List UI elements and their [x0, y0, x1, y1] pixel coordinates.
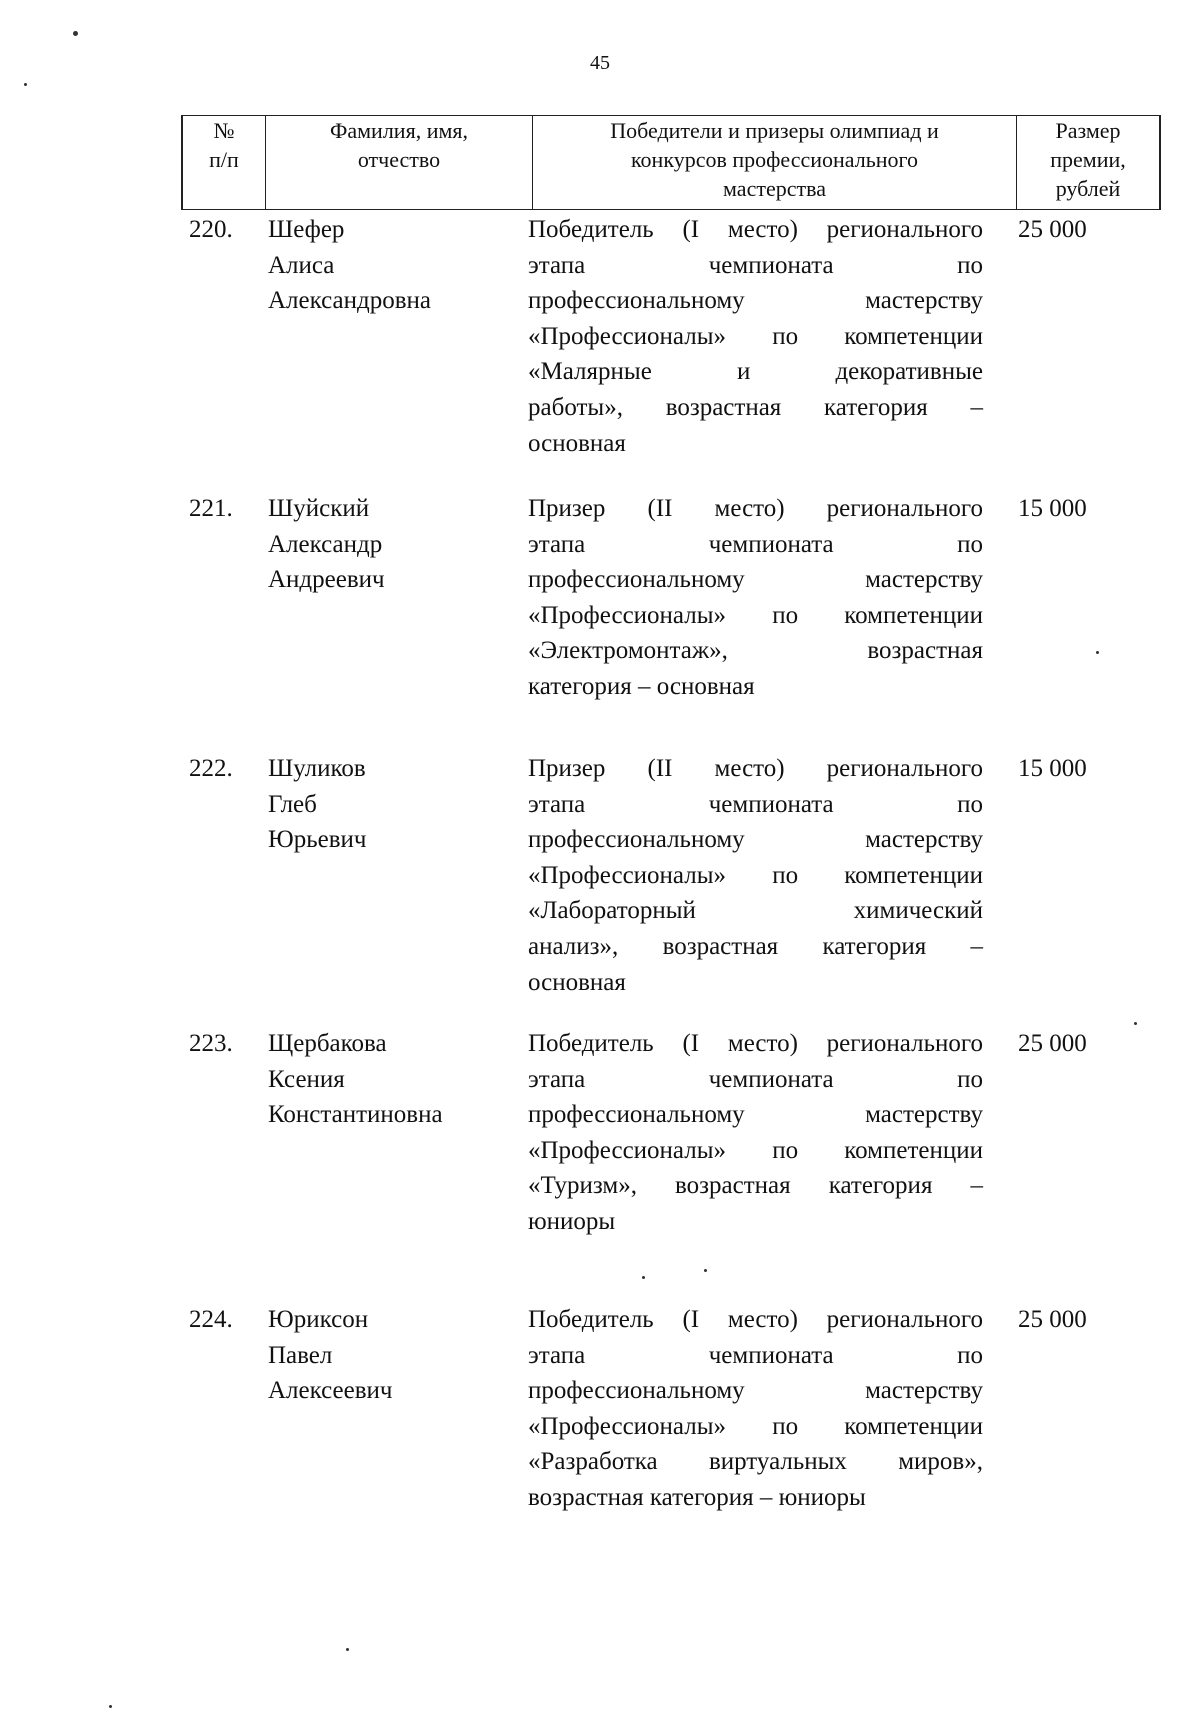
- scan-speck: [1134, 1022, 1137, 1025]
- scan-speck: [24, 83, 27, 86]
- header-name-cell: [266, 116, 533, 210]
- surname: Щербакова: [268, 1030, 387, 1057]
- prize-amount: 25 000: [1018, 1306, 1087, 1333]
- header-prize-line: премии,: [1050, 147, 1126, 172]
- header-description-line: мастерства: [723, 176, 826, 201]
- description-line: «Малярные и декоративные: [528, 358, 983, 386]
- award-description: [528, 1302, 983, 1516]
- row-number: 220.: [189, 216, 233, 243]
- surname: Шуйский: [268, 495, 370, 522]
- description-line: этапа чемпионата по: [528, 790, 983, 818]
- description-line: юниоры: [528, 1207, 616, 1235]
- description-line: Победитель (I место) регионального: [528, 1306, 983, 1333]
- recipient-name: [268, 1302, 518, 1409]
- header-num-cell: [182, 116, 266, 210]
- description-line: Победитель (I место) регионального: [528, 1030, 983, 1057]
- first-name: Алиса: [268, 251, 335, 279]
- scan-speck: [704, 1269, 707, 1272]
- row-number: 223.: [189, 1030, 233, 1057]
- description-line: «Разработка виртуальных миров»,: [528, 1448, 983, 1476]
- scan-speck: [109, 1705, 112, 1708]
- recipient-name: [268, 1026, 518, 1133]
- patronymic: Андреевич: [268, 566, 385, 594]
- row-number: 221.: [189, 495, 233, 522]
- header-row: [182, 116, 1160, 210]
- patronymic: Константиновна: [268, 1101, 443, 1129]
- award-description: [528, 1026, 983, 1240]
- header-description-cell: [533, 116, 1017, 210]
- description-line: Победитель (I место) регионального: [528, 216, 983, 243]
- description-line: «Профессионалы» по компетенции: [528, 861, 983, 889]
- description-line: этапа чемпионата по: [528, 1341, 983, 1369]
- description-line: категория – основная: [528, 672, 755, 700]
- description-line: профессиональному мастерству: [528, 1377, 983, 1405]
- row-number: 224.: [189, 1306, 233, 1333]
- first-name: Павел: [268, 1341, 333, 1369]
- description-line: «Туризм», возрастная категория –: [528, 1172, 983, 1200]
- description-line: «Профессионалы» по компетенции: [528, 1412, 983, 1440]
- description-line: «Электромонтаж», возрастная: [528, 637, 983, 665]
- description-line: «Профессионалы» по компетенции: [528, 322, 983, 350]
- first-name: Ксения: [268, 1065, 345, 1093]
- award-description: [528, 751, 983, 1000]
- description-line: работы», возрастная категория –: [528, 393, 983, 421]
- scan-speck: [346, 1648, 349, 1651]
- header-prize-line: Размер: [1055, 118, 1121, 143]
- header-prize-line: рублей: [1055, 176, 1121, 201]
- description-line: основная: [528, 968, 626, 996]
- scan-speck: [1096, 651, 1099, 654]
- recipient-name: [268, 212, 518, 319]
- description-line: профессиональному мастерству: [528, 566, 983, 594]
- prize-amount: 15 000: [1018, 755, 1087, 782]
- description-line: Призер (II место) регионального: [528, 495, 983, 522]
- surname: Шуликов: [268, 755, 366, 782]
- scan-speck: [73, 31, 78, 36]
- patronymic: Юрьевич: [268, 826, 367, 854]
- header-num-line: п/п: [209, 147, 239, 172]
- row-number: 222.: [189, 755, 233, 782]
- header-prize-cell: [1017, 116, 1161, 210]
- prize-amount: 25 000: [1018, 216, 1087, 243]
- patronymic: Александровна: [268, 287, 432, 315]
- description-line: профессиональному мастерству: [528, 1101, 983, 1129]
- description-line: анализ», возрастная категория –: [528, 932, 983, 960]
- description-line: «Профессионалы» по компетенции: [528, 1136, 983, 1164]
- prize-amount: 15 000: [1018, 495, 1087, 522]
- description-line: профессиональному мастерству: [528, 287, 983, 315]
- surname: Юриксон: [268, 1306, 369, 1333]
- header-num-line: №: [213, 118, 235, 143]
- header-description-line: конкурсов профессионального: [630, 147, 918, 172]
- surname: Шефер: [268, 216, 345, 243]
- description-line: «Профессионалы» по компетенции: [528, 601, 983, 629]
- first-name: Александр: [268, 530, 383, 558]
- description-line: Призер (II место) регионального: [528, 755, 983, 782]
- description-line: этапа чемпионата по: [528, 530, 983, 558]
- header-description-line: Победители и призеры олимпиад и: [610, 118, 939, 143]
- prize-amount: 25 000: [1018, 1030, 1087, 1057]
- description-line: основная: [528, 429, 626, 457]
- patronymic: Алексеевич: [268, 1377, 393, 1405]
- header-name-line: отчество: [357, 147, 441, 172]
- description-line: «Лабораторный химический: [528, 897, 983, 925]
- first-name: Глеб: [268, 790, 317, 818]
- award-description: [528, 212, 983, 461]
- table-header: [181, 115, 1161, 210]
- description-line: этапа чемпионата по: [528, 251, 983, 279]
- page-number: 45: [590, 52, 610, 74]
- scan-speck: [642, 1276, 645, 1279]
- description-line: этапа чемпионата по: [528, 1065, 983, 1093]
- award-description: [528, 491, 983, 705]
- description-line: профессиональному мастерству: [528, 826, 983, 854]
- header-name-line: Фамилия, имя,: [329, 118, 469, 143]
- recipient-name: [268, 491, 518, 598]
- description-line: возрастная категория – юниоры: [528, 1483, 866, 1511]
- recipient-name: [268, 751, 518, 858]
